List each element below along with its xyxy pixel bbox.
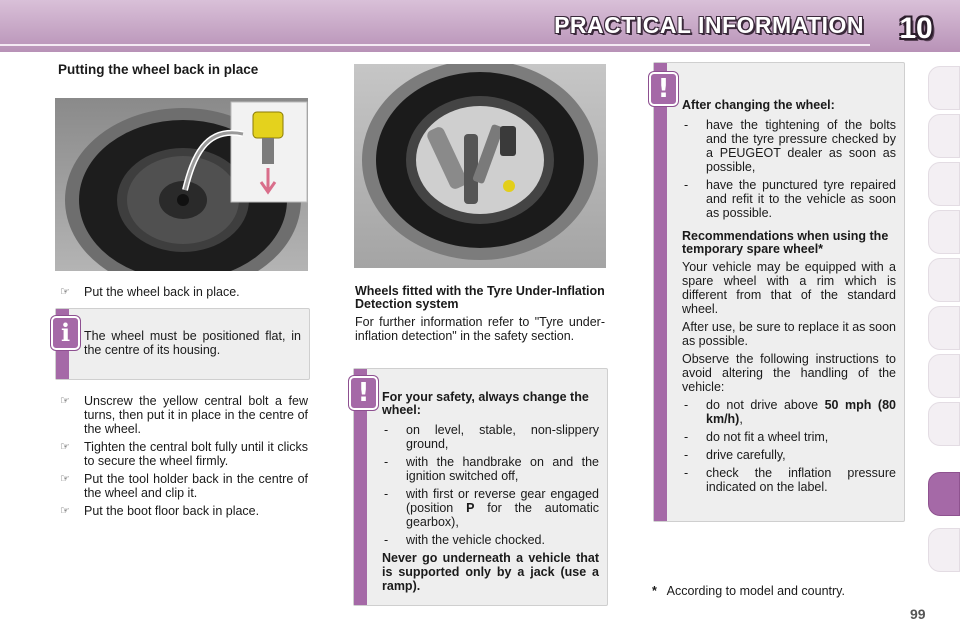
instruction-step — [58, 285, 314, 299]
rec-item: - check the inflation pressure indicated on the label. — [684, 466, 896, 494]
chapter-tab[interactable] — [928, 402, 960, 446]
safety-heading: For your safety, always change the wheel: — [382, 390, 589, 417]
instruction-step: ☞ Tighten the central bolt fully until it clicks to secure the wheel firmly. — [60, 440, 308, 468]
chapter-tab[interactable] — [928, 306, 960, 350]
page-number: 99 — [910, 606, 926, 622]
after-heading: After changing the wheel: — [682, 98, 835, 112]
instruction-step: ☞ Put the tool holder back in the centre of the wheel and clip it. — [60, 472, 308, 500]
safety-item: - with first or reverse gear engaged (position P for the automatic gearbox), — [384, 487, 599, 529]
chapter-badge — [888, 4, 944, 52]
warning-icon: ! — [349, 376, 378, 410]
rec-paragraph: Your vehicle may be equipped with a spare wheel with a rim which is different from that of the standard wheel. — [682, 260, 896, 316]
pointing-hand-icon: ☞ — [60, 473, 70, 485]
step-text: Put the wheel back in place. — [84, 285, 240, 299]
spare-wheel-photo — [55, 98, 308, 271]
safety-item: - with the vehicle chocked. — [384, 533, 545, 547]
chapter-tabs — [928, 66, 960, 578]
header-divider — [0, 44, 870, 46]
safety-warning: Never go underneath a vehicle that is supported only by a jack (use a ramp). — [382, 551, 599, 593]
chapter-tab[interactable] — [928, 114, 960, 158]
rec-item: - do not fit a wheel trim, — [684, 430, 829, 444]
tpms-heading: Wheels fitted with the Tyre Under-Inflation Detection system — [355, 284, 605, 311]
instruction-step: ☞ Unscrew the yellow central bolt a few turns, then put it in place in the centre of the wheel. — [60, 394, 308, 436]
instruction-step: ☞ Put the boot floor back in place. — [60, 504, 260, 518]
rec-item: - do not drive above 50 mph (80 km/h), — [684, 398, 896, 426]
pointing-hand-icon: ☞ — [60, 286, 70, 298]
chapter-number: 10 — [899, 12, 933, 45]
chapter-tab[interactable] — [928, 258, 960, 302]
safety-item: - on level, stable, non-slippery ground, — [384, 423, 599, 451]
footnote-text: According to model and country. — [666, 584, 845, 598]
footnote-mark: * — [652, 584, 657, 598]
footnote — [652, 584, 845, 598]
after-item: - have the tightening of the bolts and the tyre pressure checked by a PEUGEOT dealer as soon as possible, — [684, 118, 896, 174]
section-heading: Putting the wheel back in place — [58, 62, 259, 77]
safety-item: - with the handbrake on and the ignition switched off, — [384, 455, 599, 483]
box-accent-bar — [654, 63, 667, 521]
chapter-tab[interactable] — [928, 528, 960, 572]
info-box — [55, 308, 310, 380]
chapter-tab-active[interactable] — [928, 472, 960, 516]
safety-box — [353, 368, 608, 606]
pointing-hand-icon: ☞ — [60, 395, 70, 407]
chapter-tab[interactable] — [928, 354, 960, 398]
rec-paragraph: After use, be sure to replace it as soon as possible. — [682, 320, 897, 348]
chapter-tab[interactable] — [928, 66, 960, 110]
rec-paragraph: Observe the following instructions to avoid altering the handling of the vehicle: — [682, 352, 896, 394]
page-title: PRACTICAL INFORMATION — [554, 12, 864, 38]
tool-holder-photo — [354, 64, 606, 268]
chapter-tab[interactable] — [928, 162, 960, 206]
pointing-hand-icon: ☞ — [60, 505, 70, 517]
tpms-text: For further information refer to "Tyre under-inflation detection" in the safety section. — [355, 315, 605, 343]
chapter-tab[interactable] — [928, 210, 960, 254]
rec-item: - drive carefully, — [684, 448, 786, 462]
spare-wheel-box — [653, 62, 905, 522]
warning-icon: ! — [649, 72, 678, 106]
page-header — [0, 0, 960, 52]
info-note-text: The wheel must be positioned flat, in the centre of its housing. — [84, 329, 301, 357]
after-item: - have the punctured tyre repaired and refit it to the vehicle as soon as possible. — [684, 178, 896, 220]
info-icon: i — [51, 316, 80, 350]
instruction-list — [58, 394, 308, 522]
pointing-hand-icon: ☞ — [60, 441, 70, 453]
rec-heading: Recommendations when using the temporary spare wheel* — [682, 229, 889, 256]
tpms-section — [355, 285, 605, 343]
